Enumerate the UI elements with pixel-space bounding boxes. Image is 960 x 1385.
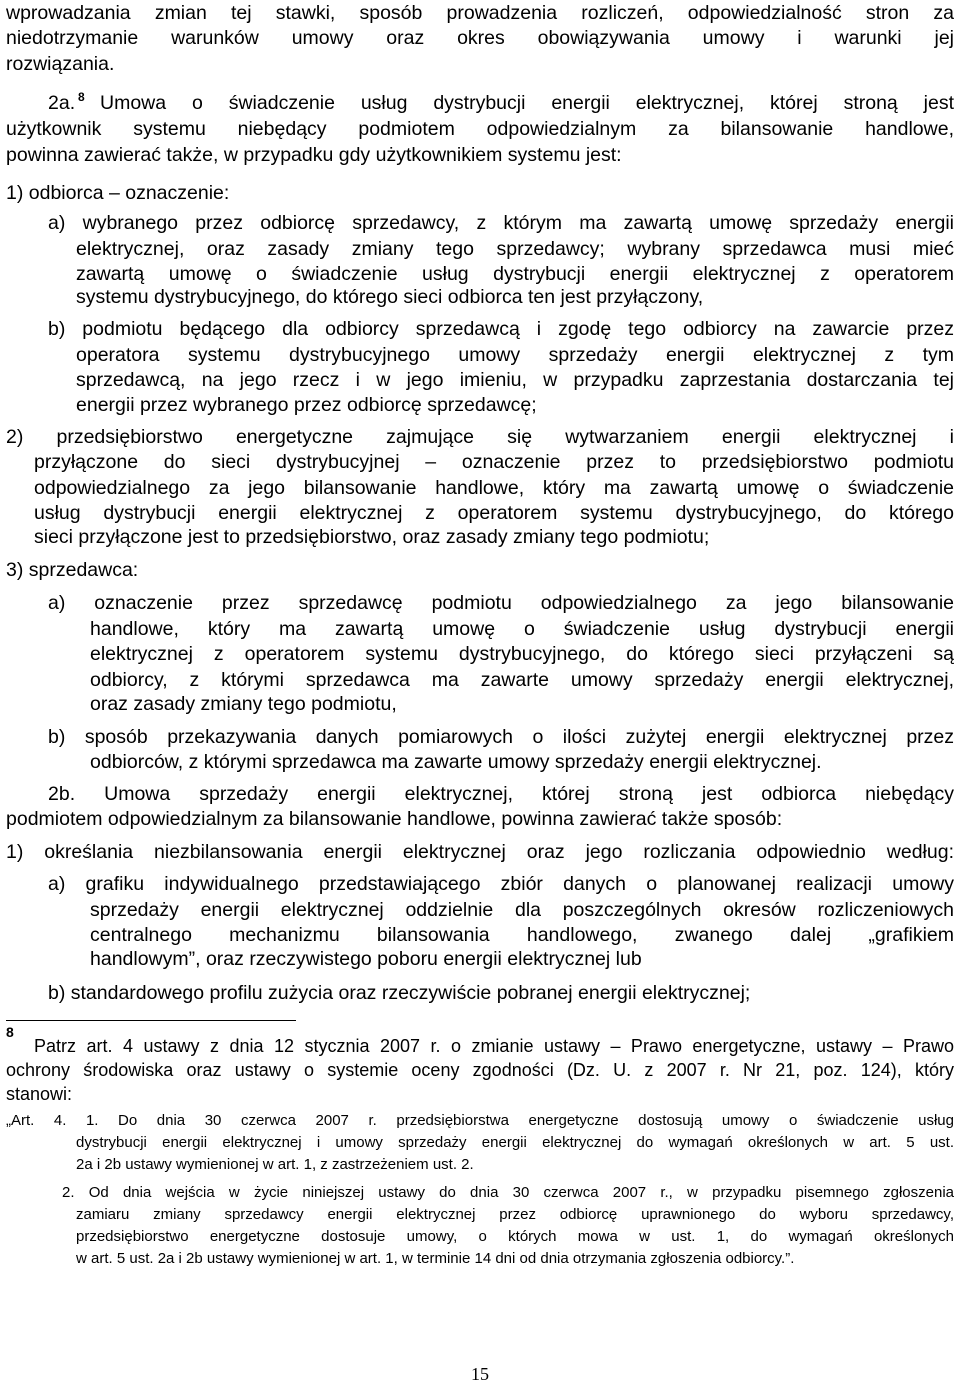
text-line: energii przez wybranego przez odbiorcę sprzedawcę; (76, 394, 537, 416)
text-line: centralnego mechanizmu bilansowania handlowego, zwanego dalej „grafikiem (90, 924, 954, 946)
text-line: b) sposób przekazywania danych pomiarowych o ilości zużytej energii elektrycznej przez (48, 726, 954, 748)
text-line: odpowiedzialnego za jego bilansowanie handlowe, który ma zawartą umowę o świadczenie (34, 477, 954, 499)
footnote-reference: 8 (78, 90, 85, 104)
text-line: oraz zasady zmiany tego podmiotu, (90, 693, 397, 715)
text-line: b) standardowego profilu zużycia oraz rzeczywiście pobranej energii elektrycznej; (48, 982, 751, 1004)
text-line: sprzedaży energii elektrycznej oddzielnie dla poszczególnych okresów rozliczeniowych (90, 899, 954, 921)
text-line: a) wybranego przez odbiorcę sprzedawcy, z którym ma zawartą umowę sprzedaży energii (48, 212, 954, 234)
text-line: elektrycznej, oraz zasady zmiany tego sprzedawcy; wybrany sprzedawca musi mieć (76, 238, 954, 260)
footnote-line: 2a i 2b ustawy wymienionej w art. 1, z zastrzeżeniem ust. 2. (76, 1156, 474, 1173)
text-line: niedotrzymanie warunków umowy oraz okres obowiązywania umowy i warunki jej (6, 27, 954, 49)
text-line: a) oznaczenie przez sprzedawcę podmiotu odpowiedzialnego za jego bilansowanie (48, 592, 954, 614)
text-line: podmiotem odpowiedzialnym za bilansowanie handlowe, powinna zawierać także sposób: (6, 808, 783, 830)
text-line: odbiorców, z którymi sprzedawca ma zawarte umowy sprzedaży energii elektrycznej. (90, 751, 822, 773)
text-line: odbiorcy, z którymi sprzedawca ma zawarte umowy sprzedaży energii elektrycznej, (90, 669, 954, 691)
footnote-mark: 8 (6, 1024, 14, 1040)
footnote-line: stanowi: (6, 1084, 73, 1104)
text-line: elektrycznej z operatorem systemu dystrybucyjnego, do którego sieci przyłączeni są (90, 643, 954, 665)
text-line: usług dystrybucji energii elektrycznej z operatorem systemu dystrybucyjnego, do którego (34, 502, 954, 524)
list-item: 2) przedsiębiorstwo energetyczne zajmujące się wytwarzaniem energii elektrycznej i (6, 426, 954, 448)
text-line: handlowe, który ma zawartą umowę o świadczenie usług dystrybucji energii (90, 618, 954, 640)
footnote-line: w art. 5 ust. 2a i 2b ustawy wymienionej w art. 1, w terminie 14 dni od dnia otrzymania zgłoszenia odbiorcy.”. (76, 1250, 795, 1267)
text-line: 2b. Umowa sprzedaży energii elektrycznej, której stroną jest odbiorca niebędący (48, 783, 954, 805)
footnote-line: przedsiębiorstwo energetyczne dostosuje umowy, o których mowa w ust. 1, do wymagań określonych (76, 1228, 954, 1245)
text-line: operatora systemu dystrybucyjnego umowy sprzedaży energii elektrycznej z tym (76, 344, 954, 366)
text-line: sprzedawcą, na jego rzecz i w jego imieniu, w przypadku zaprzestania dostarczania tej (76, 369, 954, 391)
text-line: handlowym”, oraz rzeczywistego poboru energii elektrycznej lub (90, 948, 642, 970)
footnote-line: 2. Od dnia wejścia w życie niniejszej ustawy do dnia 30 czerwca 2007 r., w przypadku pisemnego zgłoszenia (62, 1184, 954, 1201)
footnote-line: dystrybucji energii elektrycznej i umowy sprzedaży energii elektrycznej do wymagań określonych w art. 5 ust. (76, 1134, 954, 1151)
text-line: b) podmiotu będącego dla odbiorcy sprzedawcą i zgodę tego odbiorcy na zawarcie przez (48, 318, 954, 340)
text-line: rozwiązania. (6, 53, 115, 75)
footnote-separator (6, 1020, 296, 1021)
text-line: użytkownik systemu niebędący podmiotem odpowiedzialnym za bilansowanie handlowe, (6, 118, 954, 140)
text-line: Umowa o świadczenie usług dystrybucji energii elektrycznej, której stroną jest (100, 92, 954, 114)
list-item: 1) określania niezbilansowania energii elektrycznej oraz jego rozliczania odpowiednio według: (6, 841, 954, 863)
list-item: 3) sprzedawca: (6, 559, 139, 581)
paragraph-number: 2a. (48, 92, 76, 114)
text-line: systemu dystrybucyjnego, do którego sieci odbiorca ten jest przyłączony, (76, 286, 704, 308)
text-line: wprowadzania zmian tej stawki, sposób prowadzenia rozliczeń, odpowiedzialność stron za (6, 2, 954, 24)
page-number: 15 (471, 1364, 489, 1384)
text-line: a) grafiku indywidualnego przedstawiającego zbiór danych o planowanej realizacji umowy (48, 873, 954, 895)
footnote-line: „Art. 4. 1. Do dnia 30 czerwca 2007 r. przedsiębiorstwa energetyczne dostosują umowy o świadczenie usług (6, 1112, 954, 1129)
list-item: 1) odbiorca – oznaczenie: (6, 182, 230, 204)
footnote-line: ochrony środowiska oraz ustawy o systemie oceny zgodności (Dz. U. z 2007 r. Nr 21, poz. 124), który (6, 1060, 954, 1080)
text-line: przyłączone do sieci dystrybucyjnej – oznaczenie przez to przedsiębiorstwo podmiotu (34, 451, 954, 473)
footnote-line: zamiaru zmiany sprzedawcy energii elektrycznej przez odbiorcę uprawnionego do wyboru sprzedawcy, (76, 1206, 954, 1223)
footnote-line: Patrz art. 4 ustawy z dnia 12 stycznia 2007 r. o zmianie ustawy – Prawo energetyczne, ustawy – Prawo (34, 1036, 954, 1056)
text-line: powinna zawierać także, w przypadku gdy użytkownikiem systemu jest: (6, 144, 622, 166)
text-line: sieci przyłączone jest to przedsiębiorstwo, oraz zasady zmiany tego podmiotu; (34, 526, 710, 548)
text-line: zawartą umowę o świadczenie usług dystrybucji energii elektrycznej z operatorem (76, 263, 954, 285)
